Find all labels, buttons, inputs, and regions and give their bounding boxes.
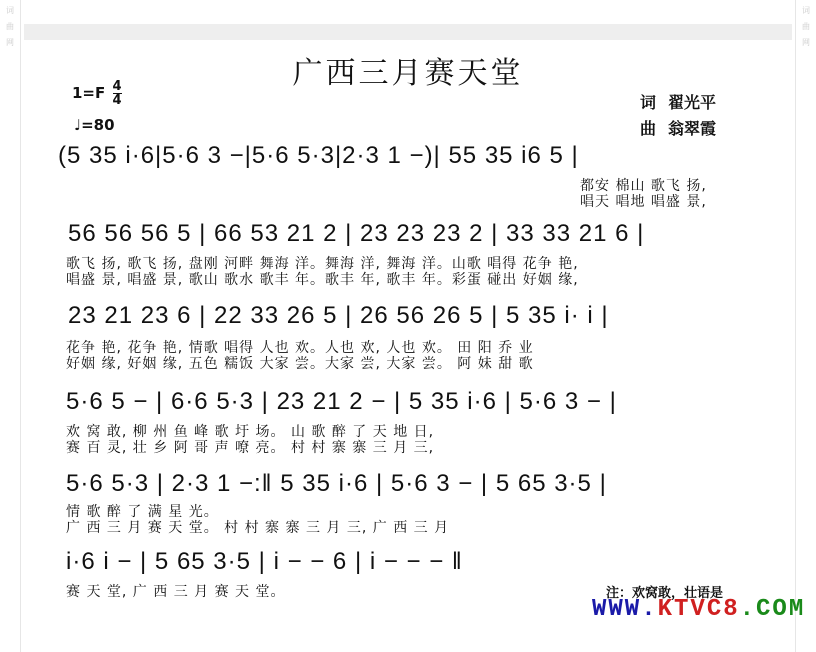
lyrics-label: 词 xyxy=(640,93,657,112)
composer-row xyxy=(640,116,716,142)
music-label: 曲 xyxy=(640,119,657,138)
side-mark: 曲 xyxy=(6,22,14,31)
lyrics-line-2b: 唱盛 景, 唱盛 景, 歌山 歌水 歌丰 年。歌丰 年, 歌丰 年。彩蛋 碰出 好姻 缘, xyxy=(66,272,579,288)
lyrics-line-6: 赛 天 堂, 广 西 三 月 赛 天 堂。 xyxy=(66,584,286,600)
lyrics-line-1a: 都安 棉山 歌飞 扬, xyxy=(580,178,707,194)
lyrics-line-1b: 唱天 唱地 唱盛 景, xyxy=(580,194,707,210)
beats-top: 4 xyxy=(112,79,122,94)
song-title: 广西三月赛天堂 xyxy=(292,56,524,91)
site-suffix: .COM xyxy=(739,596,806,623)
key-signature xyxy=(72,80,122,107)
top-bar xyxy=(24,24,792,40)
lyrics-line-3b: 好姻 缘, 好姻 缘, 五色 糯饭 大家 尝。大家 尝, 大家 尝。 阿 妹 甜 歌 xyxy=(66,356,534,372)
side-mark: 词 xyxy=(802,6,810,15)
notation-line-5: 5·6 5·3 | 2·3 1 −:‖ 5 35 i·6 | 5·6 3 − | 5 65 3·5 | xyxy=(66,470,607,497)
notation-line-4: 5·6 5 − | 6·6 5·3 | 23 21 2 − | 5 35 i·6 | 5·6 3 − | xyxy=(66,388,617,415)
lyricist-name: 翟光平 xyxy=(668,93,717,112)
site-prefix: WWW. xyxy=(592,596,658,623)
tempo-mark: ♩=80 xyxy=(74,116,115,134)
lyrics-line-5b: 广 西 三 月 赛 天 堂。 村 村 寨 寨 三 月 三, 广 西 三 月 xyxy=(66,520,450,536)
composer-name: 翁翠霞 xyxy=(668,119,717,138)
time-signature xyxy=(113,80,122,107)
footnote: 注：欢窝敢，壮语是 xyxy=(606,586,724,601)
lyrics-line-3a: 花争 艳, 花争 艳, 情歌 唱得 人也 欢。人也 欢, 人也 欢。 田 阳 乔 业 xyxy=(66,340,534,356)
notation-line-1: (5 35 i·6|5·6 3 −|5·6 5·3|2·3 1 −)| 55 35 i6 5 | xyxy=(58,142,579,169)
side-mark: 网 xyxy=(6,38,14,47)
lyrics-line-5a: 情 歌 醉 了 满 星 光。 xyxy=(66,504,219,520)
beats-bottom: 4 xyxy=(112,93,122,108)
side-mark: 曲 xyxy=(802,22,810,31)
lyrics-line-2a: 歌飞 扬, 歌飞 扬, 盘刚 河畔 舞海 洋。舞海 洋, 舞海 洋。山歌 唱得 花争 艳, xyxy=(66,256,579,272)
side-mark: 词 xyxy=(6,6,14,15)
lyricist-row xyxy=(640,90,716,116)
notation-line-6: i·6 i − | 5 65 3·5 | i − − 6 | i − − − ‖ xyxy=(66,548,463,575)
notation-line-2: 56 56 56 5 | 66 53 21 2 | 23 23 23 2 | 33 33 21 6 | xyxy=(68,220,645,247)
lyrics-line-4b: 赛 百 灵, 壮 乡 阿 哥 声 嘹 亮。 村 村 寨 寨 三 月 三, xyxy=(66,440,435,456)
right-margin-strip xyxy=(795,0,816,652)
lyrics-line-4a: 欢 窝 敢, 柳 州 鱼 峰 歌 圩 场。 山 歌 醉 了 天 地 日, xyxy=(66,424,435,440)
left-margin-strip xyxy=(0,0,21,652)
site-watermark xyxy=(592,596,805,623)
credits xyxy=(640,90,716,142)
key-label: 1=F xyxy=(72,84,106,102)
side-mark: 网 xyxy=(802,38,810,47)
notation-line-3: 23 21 23 6 | 22 33 26 5 | 26 56 26 5 | 5 35 i· i | xyxy=(68,302,609,329)
site-name: KTVC8 xyxy=(657,596,740,623)
